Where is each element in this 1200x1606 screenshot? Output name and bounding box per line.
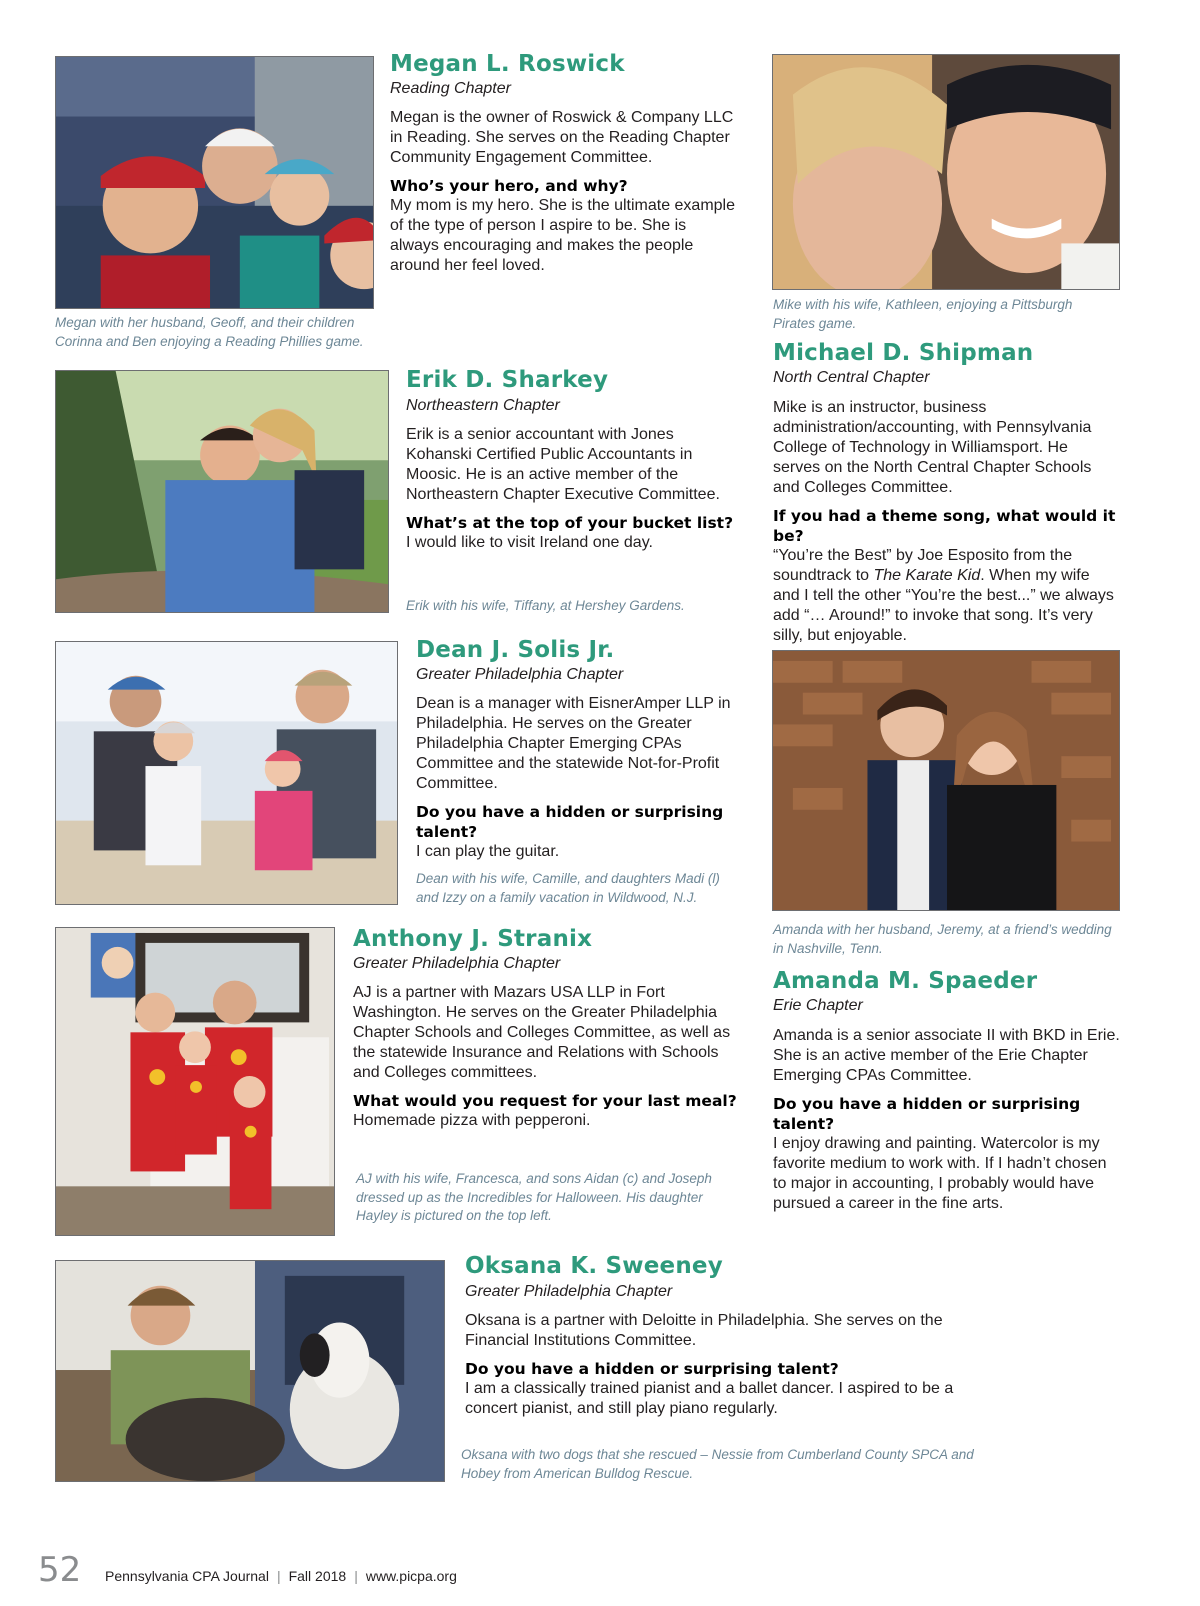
photo-caption-dean: Dean with his wife, Camille, and daughters Madi (l) and Izzy on a family vacation in Wildwood, N.J. [416,871,720,905]
page-number: 52 [38,1550,82,1590]
photo-caption-megan: Megan with her husband, Geoff, and their children Corinna and Ben enjoying a Reading Phillies game. [55,315,364,349]
profile-bio: Erik is a senior accountant with Jones Kohanski Certified Public Accountants in Moosic. He is an active member of the Northeastern Chapter Executive Committee. [406,426,720,503]
photo-megan-family [55,56,374,309]
profile-bio: Megan is the owner of Roswick & Company LLC in Reading. She serves on the Reading Chapter Community Engagement Committee. [390,109,734,166]
profile-chapter-amanda: Erie Chapter [773,997,863,1014]
profile-question: If you had a theme song, what would it be? [773,507,1116,545]
photo-anthony-incredibles [55,927,335,1236]
profile-answer: I would like to visit Ireland one day. [406,534,653,551]
profile-question: Do you have a hidden or surprising talent? [773,1095,1081,1133]
profile-chapter-erik: Northeastern Chapter [406,397,560,414]
profile-answer: Homemade pizza with pepperoni. [353,1112,591,1129]
profile-text-amanda [773,1026,1123,1214]
profile-name-erik: Erik D. Sharkey [406,367,609,393]
profile-bio: Amanda is a senior associate II with BKD in Erie. She is an active member of the Erie Chapter Emerging CPAs Committee. [773,1027,1120,1084]
footer-separator: | [354,1568,358,1584]
photo-oksana-dogs [55,1260,445,1482]
profile-name-anthony: Anthony J. Stranix [353,926,593,952]
photo-dean-family [55,641,398,905]
profile-answer: My mom is my hero. She is the ultimate example of the type of person I aspire to be. She is always encouraging and makes the people around her feel loved. [390,197,736,274]
profile-text-anthony [353,983,743,1131]
profile-name-megan: Megan L. Roswick [390,51,625,77]
profile-text-oksana [465,1311,965,1419]
profile-chapter-oksana: Greater Philadelphia Chapter [465,1283,673,1300]
profile-chapter-dean: Greater Philadelphia Chapter [416,666,624,683]
profile-text-erik [406,425,738,553]
profile-name-dean: Dean J. Solis Jr. [416,637,615,663]
profile-bio: AJ is a partner with Mazars USA LLP in Fort Washington. He serves on the Greater Philadelphia Chapter Schools and Colleges Committee, as well as the statewide Insurance and Relations with Schools and Colleges committees. [353,984,731,1081]
profile-answer: I can play the guitar. [416,843,560,860]
photo-caption-erik: Erik with his wife, Tiffany, at Hershey Gardens. [406,598,685,613]
profile-bio: Dean is a manager with EisnerAmper LLP in Philadelphia. He serves on the Greater Philadelphia Chapter Emerging CPAs Committee and the statewide Not-for-Profit Committee. [416,695,731,792]
photo-erik-tiffany [55,370,389,613]
profile-bio: Oksana is a partner with Deloitte in Philadelphia. She serves on the Financial Institutions Committee. [465,1312,943,1349]
profile-chapter-michael: North Central Chapter [773,369,930,386]
profile-text-dean [416,694,736,862]
profile-question: Do you have a hidden or surprising talent? [465,1360,839,1378]
photo-caption-oksana: Oksana with two dogs that she rescued – Nessie from Cumberland County SPCA and Hobey from American Bulldog Rescue. [461,1447,974,1481]
photo-amanda-jeremy [772,650,1120,911]
photo-mike-kathleen [772,54,1120,290]
profile-text-megan [390,108,735,276]
issue-label: Fall 2018 [288,1568,347,1584]
profile-question: What’s at the top of your bucket list? [406,514,734,532]
answer-text-post: . When my wife and I tell the other “You’re the best...” we always add “… Around!” to invoke that song. It’s very silly, but enjoyable. [773,567,1114,644]
profile-name-oksana: Oksana K. Sweeney [465,1253,723,1279]
profile-chapter-anthony: Greater Philadelphia Chapter [353,955,561,972]
photo-caption-anthony: AJ with his wife, Francesca, and sons Aidan (c) and Joseph dressed up as the Incredibles for Halloween. His daughter Hayley is pictured on the top left. [356,1171,712,1223]
website-link[interactable]: www.picpa.org [365,1568,457,1584]
photo-caption-mike: Mike with his wife, Kathleen, enjoying a Pittsburgh Pirates game. [773,297,1073,331]
profile-bio: Mike is an instructor, business administration/accounting, with Pennsylvania College of Technology in Williamsport. He serves on the North Central Chapter Schools and Colleges Committee. [773,399,1092,496]
profile-chapter-megan: Reading Chapter [390,80,511,97]
profile-question: What would you request for your last meal? [353,1092,737,1110]
page-footer [105,1568,457,1584]
photo-caption-amanda: Amanda with her husband, Jeremy, at a friend’s wedding in Nashville, Tenn. [773,922,1112,956]
profile-answer: I am a classically trained pianist and a ballet dancer. I aspired to be a concert pianist, and still play piano regularly. [465,1380,954,1417]
profile-answer [773,546,1118,646]
profile-question: Who’s your hero, and why? [390,177,628,195]
footer-separator: | [276,1568,281,1584]
profile-answer: I enjoy drawing and painting. Watercolor is my favorite medium to work with. If I hadn’t chosen to major in accounting, I probably would have pursued a career in the fine arts. [773,1135,1107,1212]
profile-question: Do you have a hidden or surprising talent? [416,803,724,841]
profile-name-amanda: Amanda M. Spaeder [773,968,1038,994]
movie-title: The Karate Kid [873,567,981,584]
answer-text-pre: “You’re the Best” by Joe Esposito from the soundtrack to [773,547,1073,584]
profile-text-michael [773,398,1118,646]
publication-name: Pennsylvania CPA Journal [105,1568,269,1584]
profile-name-michael: Michael D. Shipman [773,340,1034,366]
